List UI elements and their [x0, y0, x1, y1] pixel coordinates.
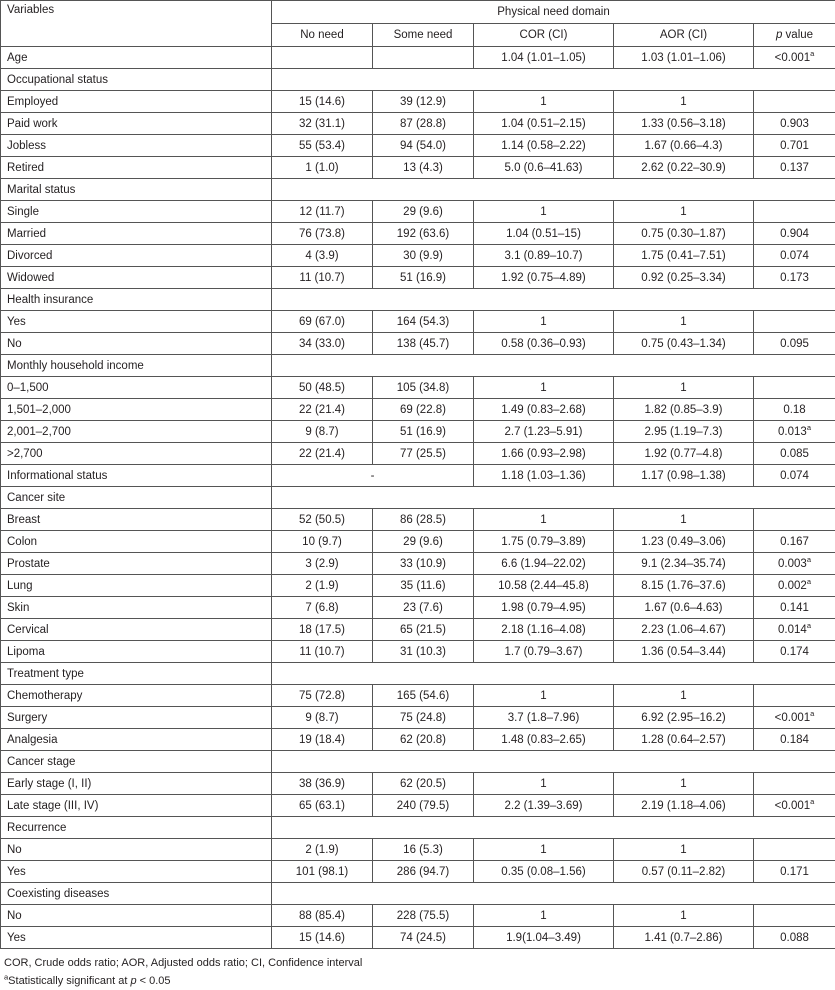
cell-aor: 1	[614, 201, 754, 223]
cell-aor: 1	[614, 685, 754, 707]
section-filler	[272, 751, 835, 773]
cell-p-value	[754, 839, 835, 861]
significance-marker: a	[807, 621, 811, 630]
row-label: Analgesia	[1, 729, 272, 751]
cell-p-value	[754, 905, 835, 927]
table-row	[1, 157, 835, 179]
row-label: Breast	[1, 509, 272, 531]
cell-aor: 1	[614, 377, 754, 399]
cell-aor: 1.75 (0.41–7.51)	[614, 245, 754, 267]
section-filler	[272, 355, 835, 377]
row-label: Employed	[1, 91, 272, 113]
section-label: Treatment type	[1, 663, 272, 685]
footnote-sig-text: Statistically significant at	[8, 975, 130, 987]
cell-p-value	[754, 509, 835, 531]
cell-no-need: 22 (21.4)	[272, 399, 373, 421]
cell-cor: 1	[474, 377, 614, 399]
section-row	[1, 883, 835, 905]
row-label: Prostate	[1, 553, 272, 575]
significance-marker: a	[807, 577, 811, 586]
cell-aor: 1	[614, 905, 754, 927]
table-row	[1, 223, 835, 245]
row-label: Divorced	[1, 245, 272, 267]
cell-cor: 1.49 (0.83–2.68)	[474, 399, 614, 421]
cell-some-need: 30 (9.9)	[373, 245, 474, 267]
cell-some-need: 35 (11.6)	[373, 575, 474, 597]
cell-p-value	[754, 619, 835, 641]
table-row	[1, 421, 835, 443]
cell-cor: 2.7 (1.23–5.91)	[474, 421, 614, 443]
cell-no-need: 32 (31.1)	[272, 113, 373, 135]
table-row	[1, 597, 835, 619]
cell-some-need: 94 (54.0)	[373, 135, 474, 157]
cell-p-value: 0.141	[754, 597, 835, 619]
p-value-text: 0.014	[778, 624, 807, 636]
cell-aor: 1.92 (0.77–4.8)	[614, 443, 754, 465]
cell-no-need: 50 (48.5)	[272, 377, 373, 399]
cell-p-value	[754, 421, 835, 443]
cell-some-need: 87 (28.8)	[373, 113, 474, 135]
cell-cor: 1	[474, 773, 614, 795]
section-label: Recurrence	[1, 817, 272, 839]
section-filler	[272, 487, 835, 509]
significance-marker: a	[810, 49, 814, 58]
cell-p-value	[754, 47, 835, 69]
cell-p-value: 0.184	[754, 729, 835, 751]
table-row	[1, 333, 835, 355]
cell-p-value: 0.085	[754, 443, 835, 465]
cell-aor: 0.75 (0.43–1.34)	[614, 333, 754, 355]
cell-cor: 1.98 (0.79–4.95)	[474, 597, 614, 619]
p-value-rest: value	[782, 29, 813, 41]
cell-no-need: 69 (67.0)	[272, 311, 373, 333]
significance-marker: a	[807, 555, 811, 564]
table-row	[1, 245, 835, 267]
table-body	[1, 47, 835, 949]
cell-no-need: 18 (17.5)	[272, 619, 373, 641]
cell-some-need: 74 (24.5)	[373, 927, 474, 949]
table-row	[1, 113, 835, 135]
cell-cor: 1	[474, 685, 614, 707]
cell-cor: 1.48 (0.83–2.65)	[474, 729, 614, 751]
footnotes	[0, 949, 835, 990]
cell-p-value: 0.088	[754, 927, 835, 949]
table-row	[1, 641, 835, 663]
cell-no-need: 12 (11.7)	[272, 201, 373, 223]
section-row	[1, 817, 835, 839]
cell-aor: 2.19 (1.18–4.06)	[614, 795, 754, 817]
cell-aor: 2.23 (1.06–4.67)	[614, 619, 754, 641]
cell-no-need: 3 (2.9)	[272, 553, 373, 575]
cell-cor: 1.04 (1.01–1.05)	[474, 47, 614, 69]
section-filler	[272, 883, 835, 905]
section-row	[1, 355, 835, 377]
cell-cor: 1.04 (0.51–2.15)	[474, 113, 614, 135]
p-italic: p	[776, 29, 782, 41]
cell-no-need: 11 (10.7)	[272, 267, 373, 289]
cell-p-value: 0.074	[754, 465, 835, 487]
cell-some-need: 23 (7.6)	[373, 597, 474, 619]
row-label: Colon	[1, 531, 272, 553]
cell-some-need: 65 (21.5)	[373, 619, 474, 641]
p-value-text: 0.002	[778, 580, 807, 592]
row-label: Lipoma	[1, 641, 272, 663]
cell-aor: 9.1 (2.34–35.74)	[614, 553, 754, 575]
cell-aor: 0.57 (0.11–2.82)	[614, 861, 754, 883]
cell-aor: 1.82 (0.85–3.9)	[614, 399, 754, 421]
cell-aor: 8.15 (1.76–37.6)	[614, 575, 754, 597]
merged-cell: -	[272, 465, 474, 487]
cell-cor: 1	[474, 509, 614, 531]
cell-cor: 3.1 (0.89–10.7)	[474, 245, 614, 267]
cell-no-need: 88 (85.4)	[272, 905, 373, 927]
cell-cor: 0.35 (0.08–1.56)	[474, 861, 614, 883]
row-label: Lung	[1, 575, 272, 597]
cell-some-need: 39 (12.9)	[373, 91, 474, 113]
row-label: Early stage (I, II)	[1, 773, 272, 795]
table-row	[1, 135, 835, 157]
row-label: Married	[1, 223, 272, 245]
cell-no-need: 2 (1.9)	[272, 839, 373, 861]
cell-some-need: 165 (54.6)	[373, 685, 474, 707]
cell-some-need: 29 (9.6)	[373, 201, 474, 223]
cell-cor: 1	[474, 311, 614, 333]
cell-aor: 1.36 (0.54–3.44)	[614, 641, 754, 663]
row-label: Yes	[1, 861, 272, 883]
section-row	[1, 487, 835, 509]
row-label: Cervical	[1, 619, 272, 641]
cell-no-need: 15 (14.6)	[272, 927, 373, 949]
cell-cor: 2.18 (1.16–4.08)	[474, 619, 614, 641]
cell-cor: 2.2 (1.39–3.69)	[474, 795, 614, 817]
cell-no-need: 52 (50.5)	[272, 509, 373, 531]
table-row	[1, 707, 835, 729]
section-label: Monthly household income	[1, 355, 272, 377]
cell-p-value: 0.174	[754, 641, 835, 663]
cell-no-need: 76 (73.8)	[272, 223, 373, 245]
cell-cor: 1.7 (0.79–3.67)	[474, 641, 614, 663]
section-filler	[272, 289, 835, 311]
cell-cor: 1	[474, 91, 614, 113]
cell-some-need: 105 (34.8)	[373, 377, 474, 399]
cell-some-need	[373, 47, 474, 69]
section-label: Health insurance	[1, 289, 272, 311]
p-value-text: <0.001	[775, 712, 811, 724]
cell-p-value	[754, 685, 835, 707]
footnote-significance	[4, 972, 831, 990]
cell-some-need: 164 (54.3)	[373, 311, 474, 333]
cell-p-value: 0.904	[754, 223, 835, 245]
cell-p-value: 0.701	[754, 135, 835, 157]
cell-aor: 1.67 (0.66–4.3)	[614, 135, 754, 157]
cell-aor: 6.92 (2.95–16.2)	[614, 707, 754, 729]
significance-marker: a	[810, 709, 814, 718]
col-header-no-need: No need	[272, 24, 373, 47]
cell-some-need: 75 (24.8)	[373, 707, 474, 729]
cell-p-value	[754, 91, 835, 113]
cell-no-need: 75 (72.8)	[272, 685, 373, 707]
cell-p-value: 0.903	[754, 113, 835, 135]
header-row-top	[1, 1, 835, 24]
cell-p-value: 0.171	[754, 861, 835, 883]
cell-no-need: 9 (8.7)	[272, 421, 373, 443]
cell-cor: 1.92 (0.75–4.89)	[474, 267, 614, 289]
cell-some-need: 16 (5.3)	[373, 839, 474, 861]
footnote-p-italic: p	[130, 975, 136, 987]
cell-aor: 1	[614, 311, 754, 333]
cell-no-need: 11 (10.7)	[272, 641, 373, 663]
cell-no-need: 19 (18.4)	[272, 729, 373, 751]
row-label: Skin	[1, 597, 272, 619]
cell-cor: 1	[474, 201, 614, 223]
table-row	[1, 861, 835, 883]
p-value-text: <0.001	[775, 52, 811, 64]
cell-aor: 1	[614, 91, 754, 113]
row-label: 2,001–2,700	[1, 421, 272, 443]
significance-marker: a	[807, 423, 811, 432]
cell-no-need: 15 (14.6)	[272, 91, 373, 113]
significance-marker: a	[810, 797, 814, 806]
table-row	[1, 575, 835, 597]
cell-p-value	[754, 707, 835, 729]
cell-no-need: 55 (53.4)	[272, 135, 373, 157]
table-row	[1, 905, 835, 927]
table-row	[1, 47, 835, 69]
cell-p-value: 0.074	[754, 245, 835, 267]
cell-some-need: 31 (10.3)	[373, 641, 474, 663]
cell-cor: 0.58 (0.36–0.93)	[474, 333, 614, 355]
cell-p-value: 0.18	[754, 399, 835, 421]
cell-some-need: 33 (10.9)	[373, 553, 474, 575]
cell-cor: 1.75 (0.79–3.89)	[474, 531, 614, 553]
table-row	[1, 729, 835, 751]
cell-aor: 0.92 (0.25–3.34)	[614, 267, 754, 289]
cell-aor: 0.75 (0.30–1.87)	[614, 223, 754, 245]
row-label: Paid work	[1, 113, 272, 135]
cell-no-need: 65 (63.1)	[272, 795, 373, 817]
table-row	[1, 399, 835, 421]
cell-aor: 1	[614, 773, 754, 795]
cell-some-need: 13 (4.3)	[373, 157, 474, 179]
cell-cor: 3.7 (1.8–7.96)	[474, 707, 614, 729]
row-label: Single	[1, 201, 272, 223]
cell-p-value	[754, 201, 835, 223]
table-row	[1, 201, 835, 223]
section-label: Marital status	[1, 179, 272, 201]
section-label: Cancer site	[1, 487, 272, 509]
cell-p-value: 0.095	[754, 333, 835, 355]
cell-some-need: 228 (75.5)	[373, 905, 474, 927]
cell-cor: 1.66 (0.93–2.98)	[474, 443, 614, 465]
domain-header: Physical need domain	[272, 1, 835, 24]
table-row	[1, 773, 835, 795]
cell-some-need: 286 (94.7)	[373, 861, 474, 883]
cell-some-need: 192 (63.6)	[373, 223, 474, 245]
cell-no-need: 34 (33.0)	[272, 333, 373, 355]
cell-no-need: 38 (36.9)	[272, 773, 373, 795]
row-label: Late stage (III, IV)	[1, 795, 272, 817]
row-label: No	[1, 333, 272, 355]
cell-no-need: 7 (6.8)	[272, 597, 373, 619]
cell-aor: 1.67 (0.6–4.63)	[614, 597, 754, 619]
section-row	[1, 289, 835, 311]
cell-no-need: 101 (98.1)	[272, 861, 373, 883]
cell-some-need: 69 (22.8)	[373, 399, 474, 421]
cell-aor: 1.17 (0.98–1.38)	[614, 465, 754, 487]
table-row	[1, 509, 835, 531]
cell-some-need: 51 (16.9)	[373, 267, 474, 289]
row-label: Informational status	[1, 465, 272, 487]
cell-some-need: 62 (20.5)	[373, 773, 474, 795]
p-value-text: 0.003	[778, 558, 807, 570]
table-row	[1, 465, 835, 487]
row-label: No	[1, 905, 272, 927]
row-label: Yes	[1, 311, 272, 333]
table-row	[1, 685, 835, 707]
footnote-sig-threshold: < 0.05	[137, 975, 171, 987]
row-label: Jobless	[1, 135, 272, 157]
cell-no-need: 22 (21.4)	[272, 443, 373, 465]
cell-p-value: 0.173	[754, 267, 835, 289]
section-filler	[272, 817, 835, 839]
section-row	[1, 179, 835, 201]
section-label: Cancer stage	[1, 751, 272, 773]
cell-some-need: 138 (45.7)	[373, 333, 474, 355]
row-label: No	[1, 839, 272, 861]
row-label: 0–1,500	[1, 377, 272, 399]
table-row	[1, 443, 835, 465]
cell-no-need: 1 (1.0)	[272, 157, 373, 179]
cell-p-value	[754, 311, 835, 333]
footnote-sig-marker: a	[4, 972, 8, 981]
cell-aor: 1.41 (0.7–2.86)	[614, 927, 754, 949]
cell-some-need: 86 (28.5)	[373, 509, 474, 531]
cell-p-value: 0.137	[754, 157, 835, 179]
table-row	[1, 619, 835, 641]
section-label: Coexisting diseases	[1, 883, 272, 905]
table-row	[1, 377, 835, 399]
cell-aor: 2.62 (0.22–30.9)	[614, 157, 754, 179]
cell-aor: 1.33 (0.56–3.18)	[614, 113, 754, 135]
cell-p-value	[754, 575, 835, 597]
row-label: >2,700	[1, 443, 272, 465]
cell-cor: 1.18 (1.03–1.36)	[474, 465, 614, 487]
cell-no-need: 4 (3.9)	[272, 245, 373, 267]
cell-p-value	[754, 795, 835, 817]
cell-aor: 1.23 (0.49–3.06)	[614, 531, 754, 553]
col-header-some-need: Some need	[373, 24, 474, 47]
cell-some-need: 51 (16.9)	[373, 421, 474, 443]
table-row	[1, 267, 835, 289]
variables-header: Variables	[1, 1, 272, 47]
cell-p-value	[754, 377, 835, 399]
cell-aor: 1.03 (1.01–1.06)	[614, 47, 754, 69]
table-row	[1, 839, 835, 861]
row-label: Age	[1, 47, 272, 69]
cell-p-value: 0.167	[754, 531, 835, 553]
cell-cor: 5.0 (0.6–41.63)	[474, 157, 614, 179]
cell-no-need: 10 (9.7)	[272, 531, 373, 553]
table-row	[1, 311, 835, 333]
cell-cor: 1	[474, 839, 614, 861]
cell-no-need: 2 (1.9)	[272, 575, 373, 597]
cell-some-need: 77 (25.5)	[373, 443, 474, 465]
cell-p-value	[754, 773, 835, 795]
section-row	[1, 663, 835, 685]
col-header-cor: COR (CI)	[474, 24, 614, 47]
cell-cor: 10.58 (2.44–45.8)	[474, 575, 614, 597]
cell-aor: 1.28 (0.64–2.57)	[614, 729, 754, 751]
cell-cor: 6.6 (1.94–22.02)	[474, 553, 614, 575]
row-label: Surgery	[1, 707, 272, 729]
table-row	[1, 795, 835, 817]
section-filler	[272, 663, 835, 685]
section-filler	[272, 69, 835, 91]
section-row	[1, 69, 835, 91]
table-row	[1, 91, 835, 113]
p-value-text: 0.013	[778, 426, 807, 438]
cell-aor: 2.95 (1.19–7.3)	[614, 421, 754, 443]
cell-cor: 1.04 (0.51–15)	[474, 223, 614, 245]
table-row	[1, 553, 835, 575]
cell-cor: 1	[474, 905, 614, 927]
section-row	[1, 751, 835, 773]
cell-no-need: 9 (8.7)	[272, 707, 373, 729]
row-label: Yes	[1, 927, 272, 949]
cell-cor: 1.9(1.04–3.49)	[474, 927, 614, 949]
row-label: 1,501–2,000	[1, 399, 272, 421]
row-label: Widowed	[1, 267, 272, 289]
footnote-abbreviations: COR, Crude odds ratio; AOR, Adjusted odds ratio; CI, Confidence interval	[4, 954, 831, 972]
row-label: Retired	[1, 157, 272, 179]
cell-some-need: 62 (20.8)	[373, 729, 474, 751]
section-filler	[272, 179, 835, 201]
p-value-text: <0.001	[775, 800, 811, 812]
cell-no-need	[272, 47, 373, 69]
col-header-aor: AOR (CI)	[614, 24, 754, 47]
cell-aor: 1	[614, 509, 754, 531]
cell-p-value	[754, 553, 835, 575]
section-label: Occupational status	[1, 69, 272, 91]
col-header-p-value	[754, 24, 835, 47]
table-row	[1, 531, 835, 553]
cell-some-need: 240 (79.5)	[373, 795, 474, 817]
table-row	[1, 927, 835, 949]
row-label: Chemotherapy	[1, 685, 272, 707]
cell-cor: 1.14 (0.58–2.22)	[474, 135, 614, 157]
cell-aor: 1	[614, 839, 754, 861]
cell-some-need: 29 (9.6)	[373, 531, 474, 553]
